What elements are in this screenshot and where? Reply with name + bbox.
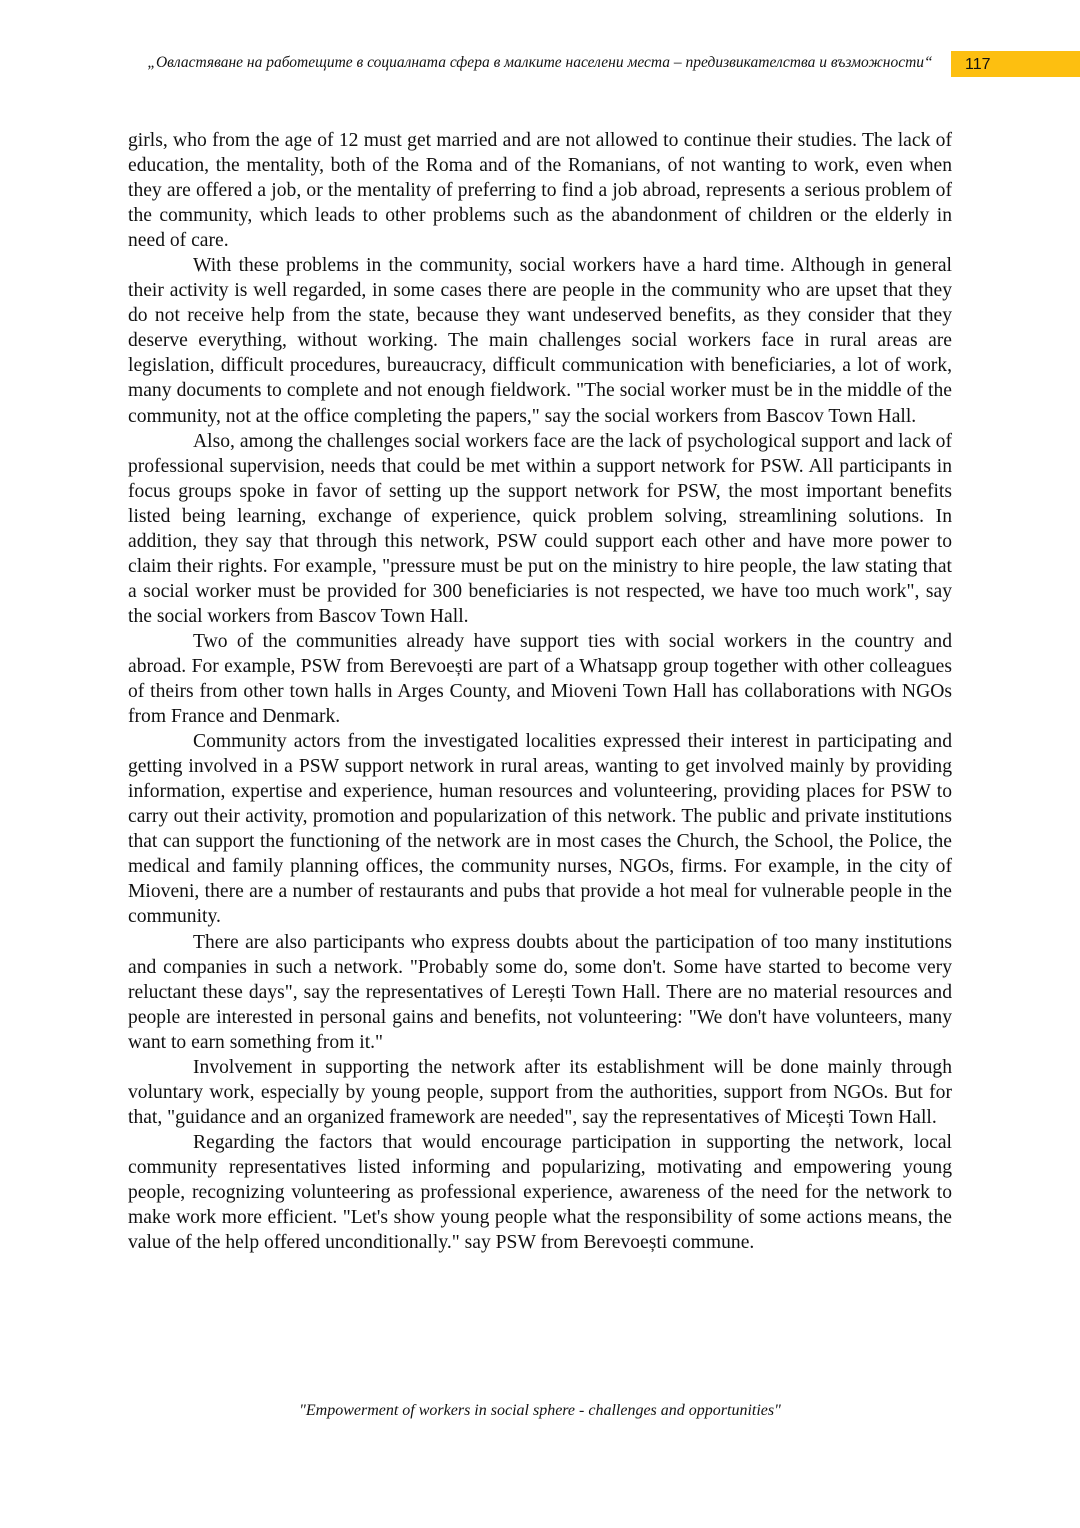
- paragraph: Also, among the challenges social workers face are the lack of psychological support and lack of professional supervision, needs that could be met within a support network for PSW. All participants in focus groups spoke in favor of setting up the support network for PSW, the most important benefits listed being learning, exchange of experience, quick problem solving, streamlining solutions. In addition, they say that through this network, PSW could support each other and have more power to claim their rights. For example, "pressure must be put on the ministry to hire people, the law stating that a social worker must be provided for 300 beneficiaries is not respected, we have too much work", say the social workers from Bascov Town Hall.: [128, 430, 952, 627]
- paragraph: Community actors from the investigated localities expressed their interest in participating and getting involved in a PSW support network in rural areas, wanting to get involved mainly by providing information, expertise and experience, human resources and volunteering, providing places for PSW to carry out their activity, promotion and popularization of this network. The public and private institutions that can support the functioning of the network are in most cases the Church, the School, the Police, the medical and family planning offices, the community nurses, NGOs, firms. For example, in the city of Mioveni, there are a number of restaurants and pubs that provide a hot meal for vulnerable people in the community.: [128, 731, 952, 928]
- paragraph: Regarding the factors that would encourage participation in supporting the network, local community representatives listed informing and popularizing, motivating and empowering young people, recognizing volunteering as professional experience, awareness of the need for the network to make work more efficient. "Let's show young people what the responsibility of some actions means, the value of the help offered unconditionally." say PSW from Berevoești commune.: [128, 1131, 952, 1254]
- paragraph: With these problems in the community, social workers have a hard time. Although in general their activity is well regarded, in some cases there are people in the community who are upset that they do not receive help from the state, because they want undeserved benefits, as they consider that they deserve everything, without working. The main challenges social workers face in rural areas are legislation, difficult procedures, bureaucracy, difficult communication with beneficiaries, a lot of work, many documents to complete and not enough fieldwork. "The social worker must be in the middle of the community, not at the office completing the papers," say the social workers from Bascov Town Hall.: [128, 255, 952, 427]
- paragraph: There are also participants who express doubts about the participation of too many institutions and companies in such a network. "Probably some do, some don't. Some have started to become very reluctant these days", say the representatives of Lerești Town Hall. There are no material resources and people are interested in personal gains and benefits, not volunteering: "We don't have volunteers, many want to earn something from it.": [128, 931, 952, 1053]
- body-text: [128, 128, 952, 1255]
- running-footer: "Empowerment of workers in social sphere - challenges and opportunities": [299, 1402, 781, 1419]
- paragraph: girls, who from the age of 12 must get married and are not allowed to continue their studies. The lack of education, the mentality, both of the Roma and of the Romanians, of not wanting to work, even when they are offered a job, or the mentality of preferring to find a job abroad, represents a serious problem of the community, which leads to other problems such as the abandonment of children or the elderly in need of care.: [128, 130, 952, 252]
- running-header: „Овластяване на работещите в социалната сфера в малките населени места – предизвикателства и възможности“: [147, 54, 933, 71]
- paragraph: Two of the communities already have support ties with social workers in the country and abroad. For example, PSW from Berevoești are part of a Whatsapp group together with other colleagues of theirs from other town halls in Arges County, and Mioveni Town Hall has collaborations with NGOs from France and Denmark.: [128, 630, 952, 728]
- page-number-badge: 117: [951, 51, 1080, 77]
- paragraph: Involvement in supporting the network after its establishment will be done mainly through voluntary work, especially by young people, support from the authorities, support from NGOs. But for that, "guidance and an organized framework are needed", say the representatives of Micești Town Hall.: [128, 1056, 952, 1128]
